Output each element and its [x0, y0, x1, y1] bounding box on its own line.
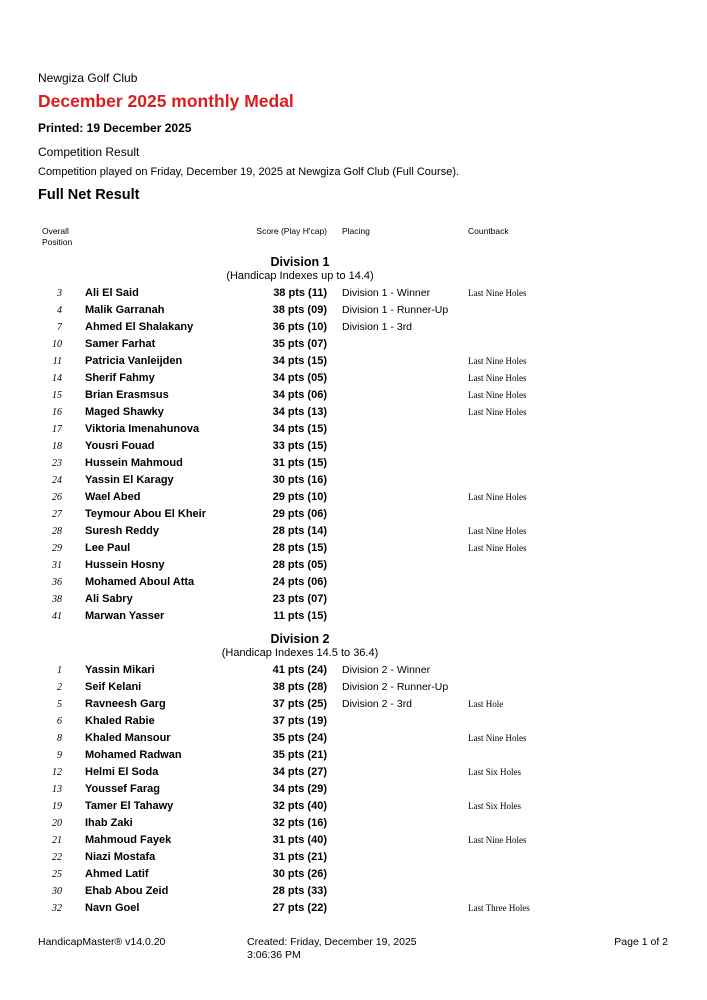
- cell-player-name: Sherif Fahmy: [85, 372, 155, 384]
- cell-overall-position: 18: [52, 441, 62, 452]
- cell-overall-position: 15: [52, 390, 62, 401]
- division-header: [38, 632, 562, 659]
- cell-score: 37 pts (19): [272, 715, 327, 727]
- competition-title: December 2025 monthly Medal: [38, 91, 294, 111]
- cell-placing: [327, 506, 468, 523]
- table-row: [38, 713, 668, 730]
- cell-score: 35 pts (07): [272, 338, 327, 350]
- table-row: [38, 608, 668, 625]
- table-row: [38, 662, 668, 679]
- cell-countback: [468, 849, 668, 866]
- cell-countback: [468, 679, 668, 696]
- division-title: Division 2: [270, 632, 330, 646]
- cell-player-name: Patricia Vanleijden: [85, 355, 183, 367]
- cell-placing: [327, 713, 468, 730]
- cell-countback: [468, 591, 668, 608]
- cell-countback: Last Hole: [468, 699, 504, 709]
- cell-countback: [468, 747, 668, 764]
- cell-score: 28 pts (05): [272, 559, 327, 571]
- cell-player-name: Suresh Reddy: [85, 525, 159, 537]
- cell-player-name: Ali El Said: [85, 287, 139, 299]
- cell-countback: [468, 781, 668, 798]
- cell-player-name: Tamer El Tahawy: [85, 800, 174, 812]
- cell-score: 38 pts (28): [272, 681, 327, 693]
- cell-score: 35 pts (21): [272, 749, 327, 761]
- cell-placing: [327, 523, 468, 540]
- cell-player-name: Ahmed Latif: [85, 868, 149, 880]
- division-header: [38, 255, 562, 282]
- cell-score: 35 pts (24): [272, 732, 327, 744]
- cell-countback: [468, 557, 668, 574]
- table-row: [38, 506, 668, 523]
- cell-player-name: Teymour Abou El Kheir: [85, 508, 207, 520]
- cell-overall-position: 11: [52, 356, 62, 367]
- club-name: Newgiza Golf Club: [38, 71, 138, 85]
- cell-placing: [327, 404, 468, 421]
- cell-placing: Division 2 - 3rd: [342, 698, 413, 710]
- cell-countback: Last Three Holes: [468, 903, 530, 913]
- table-row: [38, 730, 668, 747]
- cell-overall-position: 36: [52, 577, 62, 588]
- cell-player-name: Niazi Mostafa: [85, 851, 156, 863]
- table-row: [38, 387, 668, 404]
- cell-score: 31 pts (21): [272, 851, 327, 863]
- cell-overall-position: 9: [57, 750, 62, 761]
- cell-overall-position: 23: [52, 458, 62, 469]
- cell-overall-position: 26: [52, 492, 62, 503]
- column-headers: [38, 226, 668, 248]
- cell-player-name: Samer Farhat: [85, 338, 156, 350]
- footer-page-number: Page 1 of 2: [614, 936, 668, 948]
- cell-score: 28 pts (33): [272, 885, 327, 897]
- cell-placing: [327, 489, 468, 506]
- cell-player-name: Khaled Rabie: [85, 715, 155, 727]
- table-row: [38, 302, 668, 319]
- cell-countback: Last Nine Holes: [468, 543, 527, 553]
- cell-player-name: Hussein Hosny: [85, 559, 165, 571]
- cell-placing: Division 2 - Runner-Up: [342, 681, 449, 693]
- table-row: [38, 764, 668, 781]
- cell-placing: [327, 849, 468, 866]
- cell-countback: [468, 608, 668, 625]
- cell-placing: [327, 832, 468, 849]
- table-row: [38, 336, 668, 353]
- cell-player-name: Ihab Zaki: [85, 817, 133, 829]
- cell-placing: [327, 608, 468, 625]
- table-row: [38, 866, 668, 883]
- footer-created-timestamp: Created: Friday, December 19, 2025 3:06:36 PM: [247, 936, 417, 961]
- cell-player-name: Seif Kelani: [85, 681, 142, 693]
- cell-player-name: Ahmed El Shalakany: [85, 321, 194, 333]
- table-row: [38, 353, 668, 370]
- table-row: [38, 747, 668, 764]
- cell-score: 24 pts (06): [272, 576, 327, 588]
- column-header-placing: Placing: [342, 226, 370, 236]
- cell-overall-position: 6: [57, 716, 62, 727]
- cell-overall-position: 4: [57, 305, 62, 316]
- cell-countback: [468, 421, 668, 438]
- full-net-result-heading: Full Net Result: [38, 187, 140, 203]
- cell-placing: [327, 730, 468, 747]
- division-section: [38, 255, 668, 625]
- cell-player-name: Ehab Abou Zeid: [85, 885, 169, 897]
- competition-played-line: Competition played on Friday, December 19, 2025 at Newgiza Golf Club (Full Course).: [38, 166, 460, 178]
- cell-placing: [327, 574, 468, 591]
- table-row: [38, 832, 668, 849]
- cell-placing: [327, 472, 468, 489]
- cell-placing: [327, 883, 468, 900]
- cell-overall-position: 22: [52, 852, 62, 863]
- cell-countback: [468, 438, 668, 455]
- cell-placing: Division 2 - Winner: [342, 664, 431, 676]
- cell-player-name: Ali Sabry: [85, 593, 133, 605]
- cell-score: 31 pts (15): [272, 457, 327, 469]
- cell-score: 30 pts (26): [272, 868, 327, 880]
- cell-overall-position: 19: [52, 801, 62, 812]
- cell-countback: Last Six Holes: [468, 801, 521, 811]
- division-handicap-note: (Handicap Indexes 14.5 to 36.4): [221, 647, 379, 659]
- cell-player-name: Wael Abed: [85, 491, 141, 503]
- cell-player-name: Marwan Yasser: [85, 610, 165, 622]
- cell-placing: [327, 540, 468, 557]
- cell-countback: [468, 574, 668, 591]
- cell-placing: [327, 455, 468, 472]
- column-header-position: Overall Position: [42, 226, 73, 247]
- cell-placing: [327, 387, 468, 404]
- cell-overall-position: 7: [57, 322, 62, 333]
- division-section: [38, 632, 668, 917]
- cell-overall-position: 41: [52, 611, 62, 622]
- cell-player-name: Lee Paul: [85, 542, 131, 554]
- cell-player-name: Malik Garranah: [85, 304, 165, 316]
- cell-score: 11 pts (15): [273, 610, 327, 622]
- cell-player-name: Youssef Farag: [85, 783, 160, 795]
- cell-placing: Division 1 - 3rd: [342, 321, 413, 333]
- cell-placing: [327, 421, 468, 438]
- cell-score: 23 pts (07): [272, 593, 327, 605]
- cell-score: 34 pts (15): [272, 423, 327, 435]
- table-row: [38, 404, 668, 421]
- results-table: [38, 226, 668, 917]
- cell-overall-position: 25: [52, 869, 62, 880]
- cell-score: 38 pts (11): [273, 287, 327, 299]
- cell-countback: [468, 713, 668, 730]
- cell-player-name: Viktoria Imenahunova: [85, 423, 200, 435]
- table-row: [38, 370, 668, 387]
- cell-score: 28 pts (15): [272, 542, 327, 554]
- cell-score: 38 pts (09): [272, 304, 327, 316]
- cell-overall-position: 21: [52, 835, 62, 846]
- printed-date: Printed: 19 December 2025: [38, 121, 192, 135]
- table-row: [38, 591, 668, 608]
- cell-countback: Last Nine Holes: [468, 492, 527, 502]
- cell-score: 36 pts (10): [272, 321, 327, 333]
- cell-placing: [327, 764, 468, 781]
- table-row: [38, 557, 668, 574]
- competition-result-label: Competition Result: [38, 145, 140, 159]
- cell-score: 32 pts (16): [272, 817, 327, 829]
- cell-countback: [468, 302, 668, 319]
- cell-score: 34 pts (13): [272, 406, 327, 418]
- cell-overall-position: 17: [52, 424, 62, 435]
- cell-player-name: Hussein Mahmoud: [85, 457, 183, 469]
- cell-score: 29 pts (06): [272, 508, 327, 520]
- cell-placing: [327, 336, 468, 353]
- cell-placing: [327, 900, 468, 917]
- cell-countback: Last Nine Holes: [468, 835, 527, 845]
- cell-countback: [468, 455, 668, 472]
- cell-overall-position: 10: [52, 339, 62, 350]
- cell-overall-position: 16: [52, 407, 62, 418]
- table-row: [38, 781, 668, 798]
- cell-placing: [327, 370, 468, 387]
- cell-overall-position: 1: [57, 665, 62, 676]
- cell-score: 34 pts (29): [272, 783, 327, 795]
- cell-countback: Last Nine Holes: [468, 373, 527, 383]
- cell-countback: [468, 866, 668, 883]
- column-header-score: Score (Play H'cap): [256, 226, 327, 236]
- table-row: [38, 574, 668, 591]
- cell-overall-position: 28: [52, 526, 62, 537]
- footer-software-version: HandicapMaster® v14.0.20: [38, 936, 166, 948]
- cell-placing: Division 1 - Runner-Up: [342, 304, 449, 316]
- cell-countback: [468, 662, 668, 679]
- cell-overall-position: 8: [57, 733, 62, 744]
- cell-overall-position: 27: [52, 509, 62, 520]
- cell-placing: [327, 591, 468, 608]
- cell-score: 34 pts (05): [272, 372, 327, 384]
- cell-score: 29 pts (10): [272, 491, 327, 503]
- division-handicap-note: (Handicap Indexes up to 14.4): [226, 270, 374, 282]
- cell-overall-position: 2: [57, 682, 62, 693]
- division-title: Division 1: [270, 255, 330, 269]
- cell-overall-position: 20: [52, 818, 62, 829]
- cell-countback: [468, 319, 668, 336]
- cell-overall-position: 12: [52, 767, 62, 778]
- cell-countback: Last Nine Holes: [468, 356, 527, 366]
- cell-countback: [468, 336, 668, 353]
- cell-placing: [327, 815, 468, 832]
- cell-score: 33 pts (15): [272, 440, 327, 452]
- cell-countback: [468, 883, 668, 900]
- column-header-spacer: [62, 226, 242, 248]
- cell-placing: [327, 353, 468, 370]
- cell-score: 32 pts (40): [272, 800, 327, 812]
- cell-score: 31 pts (40): [272, 834, 327, 846]
- cell-countback: Last Nine Holes: [468, 407, 527, 417]
- cell-placing: [327, 438, 468, 455]
- cell-placing: [327, 557, 468, 574]
- table-row: [38, 849, 668, 866]
- cell-overall-position: 3: [57, 288, 62, 299]
- cell-player-name: Yassin Mikari: [85, 664, 155, 676]
- cell-overall-position: 24: [52, 475, 62, 486]
- cell-overall-position: 5: [57, 699, 62, 710]
- cell-player-name: Yassin El Karagy: [85, 474, 174, 486]
- cell-overall-position: 38: [52, 594, 62, 605]
- cell-player-name: Mohamed Aboul Atta: [85, 576, 195, 588]
- cell-placing: Division 1 - Winner: [342, 287, 431, 299]
- cell-countback: Last Nine Holes: [468, 390, 527, 400]
- cell-score: 34 pts (06): [272, 389, 327, 401]
- divisions: [38, 255, 668, 917]
- cell-score: 27 pts (22): [272, 902, 327, 914]
- cell-score: 28 pts (14): [272, 525, 327, 537]
- column-header-countback: Countback: [468, 226, 509, 236]
- cell-overall-position: 31: [52, 560, 62, 571]
- cell-player-name: Brian Erasmsus: [85, 389, 169, 401]
- cell-overall-position: 29: [52, 543, 62, 554]
- table-row: [38, 319, 668, 336]
- cell-player-name: Ravneesh Garg: [85, 698, 166, 710]
- cell-placing: [327, 798, 468, 815]
- table-row: [38, 438, 668, 455]
- cell-overall-position: 13: [52, 784, 62, 795]
- cell-score: 34 pts (27): [272, 766, 327, 778]
- table-row: [38, 679, 668, 696]
- cell-placing: [327, 747, 468, 764]
- table-row: [38, 900, 668, 917]
- cell-player-name: Yousri Fouad: [85, 440, 155, 452]
- cell-countback: Last Nine Holes: [468, 733, 527, 743]
- cell-countback: [468, 506, 668, 523]
- table-row: [38, 883, 668, 900]
- table-row: [38, 285, 668, 302]
- cell-overall-position: 32: [52, 903, 62, 914]
- cell-score: 30 pts (16): [272, 474, 327, 486]
- cell-countback: Last Nine Holes: [468, 526, 527, 536]
- cell-overall-position: 14: [52, 373, 62, 384]
- table-row: [38, 472, 668, 489]
- table-row: [38, 798, 668, 815]
- table-row: [38, 540, 668, 557]
- cell-countback: Last Nine Holes: [468, 288, 527, 298]
- cell-placing: [327, 781, 468, 798]
- cell-player-name: Maged Shawky: [85, 406, 164, 418]
- cell-player-name: Mahmoud Fayek: [85, 834, 172, 846]
- cell-overall-position: 30: [52, 886, 62, 897]
- table-row: [38, 696, 668, 713]
- cell-player-name: Helmi El Soda: [85, 766, 159, 778]
- cell-countback: [468, 815, 668, 832]
- cell-countback: [468, 472, 668, 489]
- cell-countback: Last Six Holes: [468, 767, 521, 777]
- cell-score: 37 pts (25): [272, 698, 327, 710]
- cell-placing: [327, 866, 468, 883]
- cell-player-name: Khaled Mansour: [85, 732, 171, 744]
- cell-score: 34 pts (15): [272, 355, 327, 367]
- cell-score: 41 pts (24): [272, 664, 327, 676]
- table-row: [38, 421, 668, 438]
- table-row: [38, 523, 668, 540]
- table-row: [38, 815, 668, 832]
- cell-player-name: Mohamed Radwan: [85, 749, 182, 761]
- cell-player-name: Navn Goel: [85, 902, 140, 914]
- table-row: [38, 489, 668, 506]
- table-row: [38, 455, 668, 472]
